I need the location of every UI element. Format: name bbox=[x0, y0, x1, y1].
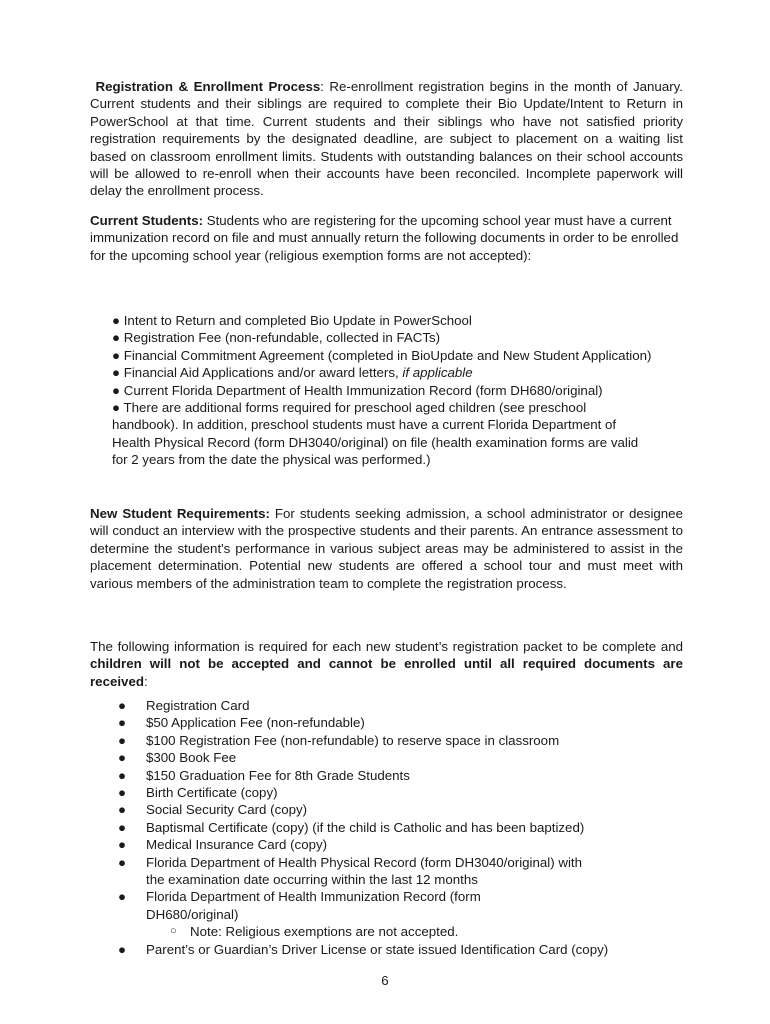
current-students-paragraph bbox=[90, 212, 683, 264]
list-item: ● Registration Fee (non-refundable, collected in FACTs) bbox=[112, 330, 441, 346]
new-student-heading: New Student Requirements: bbox=[90, 506, 270, 521]
current-students-heading: Current Students: bbox=[90, 213, 204, 228]
list-item: ● $150 Graduation Fee for 8th Grade Students bbox=[118, 767, 410, 783]
packet-list bbox=[118, 697, 678, 958]
list-item: ● Current Florida Department of Health Immunization Record (form DH680/original) bbox=[112, 382, 603, 398]
list-item: ● Parent’s or Guardian’s Driver License or state issued Identification Card (copy) bbox=[118, 941, 609, 957]
list-item: ● $50 Application Fee (non-refundable) bbox=[118, 715, 365, 731]
new-student-text: For students seeking admission, a school administrator or designee will conduct an interview with the prospective students and their parents. An entrance assessment to determine the student's performance in various subject areas may be administered to assist in the placement determination. Potential new students are offered a school tour and must meet with various members of the administration team to complete the registration process. bbox=[90, 506, 683, 591]
current-students-list bbox=[112, 312, 692, 469]
current-students-text: Students who are registering for the upcoming school year must have a current immunization record on file and must annually return the following documents in order to be enrolled for the upcoming school year (religious exemption forms are not accepted): bbox=[90, 213, 679, 263]
list-item: ● Financial Commitment Agreement (completed in BioUpdate and New Student Application) bbox=[112, 347, 652, 363]
list-item: ● Intent to Return and completed Bio Update in PowerSchool bbox=[112, 313, 472, 328]
list-item: ● Medical Insurance Card (copy) bbox=[118, 837, 328, 853]
registration-text: : Re-enrollment registration begins in the month of January. Current students and their siblings are required to complete their Bio Update/Intent to Return in PowerSchool at that time. Current students and their siblings who have not satisfied priority registration requirements by the designated deadline, are subject to placement on a waiting list based on classroom enrollment limits. Students with outstanding balances on their school accounts will be allowed to re-enroll when their accounts have been reconciled. Incomplete paperwork will delay the enrollment process. bbox=[90, 79, 683, 199]
list-item: ● $300 Book Fee bbox=[118, 750, 237, 766]
list-item: ○ Note: Religious exemptions are not accepted. bbox=[170, 924, 459, 940]
list-item: ● Registration Card bbox=[118, 698, 250, 713]
list-item: ● Social Security Card (copy) bbox=[118, 802, 308, 818]
list-item: ● Baptismal Certificate (copy) (if the child is Catholic and has been baptized) bbox=[118, 819, 585, 835]
list-item: ● Florida Department of Health Physical Record (form DH3040/original) with the examination date occurring within the last 12 months bbox=[118, 854, 583, 888]
registration-paragraph bbox=[90, 78, 683, 200]
packet-bold-text: children will not be accepted and cannot be enrolled until all required documents are received bbox=[90, 656, 683, 689]
new-student-paragraph bbox=[90, 505, 683, 592]
list-item: ● Financial Aid Applications and/or award letters, if applicable bbox=[112, 365, 473, 381]
page-number: 6 bbox=[381, 973, 389, 988]
list-item: ● $100 Registration Fee (non-refundable) to reserve space in classroom bbox=[118, 732, 560, 748]
packet-intro-paragraph: The following information is required for each new student’s registration packet to be complete and children will not be accepted and cannot be enrolled until all required documents are received: bbox=[90, 639, 683, 689]
list-item: ● There are additional forms required for preschool aged children (see preschool handbook). In addition, preschool students must have a current Florida Department of Health Physical Record (form DH3040/original) on file (health examination forms are valid for 2 years from the date the physical was performed.) bbox=[112, 400, 639, 468]
list-item: ● Florida Department of Health Immunization Record (form DH680/original) bbox=[118, 889, 481, 922]
registration-heading: Registration & Enrollment Process bbox=[95, 79, 321, 94]
list-item: ● Birth Certificate (copy) bbox=[118, 785, 278, 801]
